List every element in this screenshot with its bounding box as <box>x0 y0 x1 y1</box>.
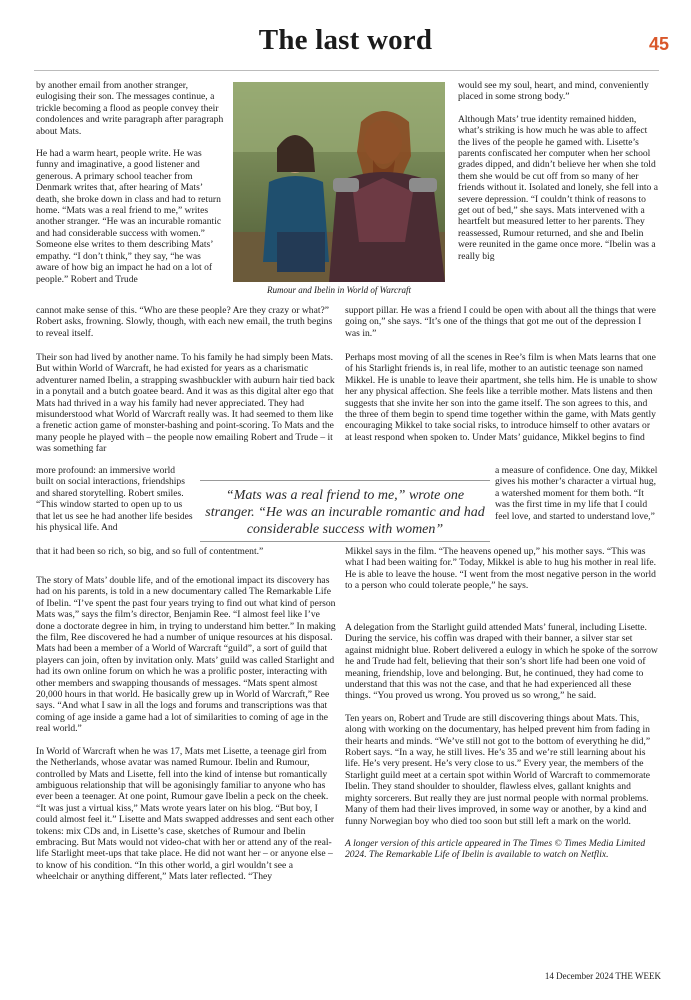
paragraph: a measure of confidence. One day, Mikkel gives his mother’s character a virtual hug, a watershed moment for them both. “It was the first time in my life that I could feel love, and started to understand love,” <box>495 465 658 522</box>
paragraph: that it had been so rich, so big, and so full of contentment.” <box>36 546 264 557</box>
article-credit: A longer version of this article appeared in The Times © Times Media Limited 2024. The Remarkable Life of Ibelin is available to watch on Netflix. <box>345 837 646 861</box>
column-left-top <box>36 80 224 285</box>
page-title: The last word <box>258 24 433 56</box>
column-right-bottom <box>345 622 658 861</box>
bridge-right <box>345 305 658 339</box>
page-footer: 14 December 2024 THE WEEK <box>544 971 661 981</box>
paragraph: cannot make sense of this. “Who are these people? Are they crazy or what?” Robert asks, frowning. Slowly, though, with each new email, the truth begins to reveal itself. <box>36 305 333 339</box>
quote-rule-bottom <box>200 541 490 542</box>
paragraph: more profound: an immersive world built on social interactions, friendships and shared storytelling. Robert smiles. “This window started to open up to us that let us see he had another life besides his physical life. And <box>36 465 193 534</box>
paragraph: support pillar. He was a friend I could be open with about all the things that were going on,” she says. “It’s one of the things that got me out of the depression I was in.” <box>345 305 656 339</box>
column-right-after-quote <box>345 546 658 592</box>
paragraph: Mikkel says in the film. “The heavens opened up,” his mother says. “This was what I had been waiting for.” Today, Mikkel is able to hug his mother in real life. He is able to leave the house. “I went from the most negative person in the world to a person who could tolerate people,” he says. <box>345 546 657 592</box>
page-number: 45 <box>648 34 669 54</box>
game-scene-image <box>233 82 445 282</box>
paragraph: He had a warm heart, people write. He was funny and imaginative, a good listener and generous. A primary school teacher from Denmark writes that, after hearing of Mats’ death, she broke down in class and had to return home. “Mats was a real friend to me,” writes another stranger. “He was an incurable romantic and had considerable success with women.” Someone else writes to them describing Mats’ empathy. “I don’t think,” they say, “he was aware of how big an impact he had on a lot of people.” Robert and Trude <box>36 148 222 285</box>
column-right-top <box>458 80 658 262</box>
paragraph: would see my soul, heart, and mind, conveniently placed in some strong body.” <box>458 80 649 103</box>
column-right-mid <box>345 352 658 443</box>
column-left-narrow <box>36 465 194 533</box>
photo-caption: Rumour and Ibelin in World of Warcraft <box>266 285 411 295</box>
column-left-after-quote <box>36 546 336 557</box>
paragraph: Ten years on, Robert and Trude are still discovering things about Mats. This, along with working on the documentary, has helped prevent him from fading in their hearts and minds. “We’ve still not got to the bottom of everything he did,” Robert says. “In a way, he still lives. He’s 35 and we’re still learning about his life. He’s very present. He’s very close to us.” Every year, the members of the Starlight guild meet at a certain spot within World of Warcraft to commemorate Ibelin. They stand shoulder to shoulder, flawless elves, gallant knights and mighty sorcerers. But really they are just normal people with normal problems. Many of them had their lives improved, in some way or another, by a kind and funny Norwegian boy who died too soon but still left a mark on the world. <box>345 712 651 827</box>
paragraph: by another email from another stranger, eulogising their son. The messages continue, a trickle becoming a flood as people convey their condolences and write paragraph after paragraph about Mats. <box>36 80 224 137</box>
quote-rule-top <box>200 480 490 481</box>
pull-quote: “Mats was a real friend to me,” wrote one stranger. “He was an incurable romantic and had considerable success with women” <box>205 488 485 537</box>
paragraph: Their son had lived by another name. To his family he had simply been Mats. But within World of Warcraft, he had existed for years as a charismatic adventurer named Ibelin, a strapping swashbuckler with auburn hair tied back in a ponytail and a butch goatee beard. And it was as this digital alter ego that Mats had thrived in a way his family had never appreciated. They had misunderstood what World of Warcraft really was. It had seemed to them like a frenetic action game of monster-bashing and point-scoring. To Mats and the many people he played with – the people now emailing Robert and Trude – it was something far <box>36 352 335 455</box>
paragraph: A delegation from the Starlight guild attended Mats’ funeral, including Lisette. During the service, his coffin was draped with their banner, a silver star set against midnight blue. Robert delivered a eulogy in which he spoke of the sorrow he and Trude had felt, believing that their son’s short life had been one void of meaning, friendship, love and belonging. But, he continued, they had come to understand that this was not the case, and that he had experienced all these things. “You proved us wrong. You proved us so wrong,” he said. <box>345 622 658 702</box>
bridge-left <box>36 305 336 339</box>
header-rule <box>34 70 659 71</box>
column-left-mid <box>36 352 336 455</box>
paragraph: Although Mats’ true identity remained hidden, what’s striking is how much he was able to affect the lives of the people he gamed with. Lisette’s parents confiscated her computer when her school grades dipped, and didn’t believe her when she told them she would be cut off from so many of her friends without it. Isolated and lonely, she fell into a severe depression. “I couldn’t think of reasons to get out of bed,” she says. Mats intervened with a heartfelt but measured letter to her parents. They reassessed, Rumour returned, and she and Ibelin were reunited in the game once more. “Ibelin was a really big <box>458 113 659 262</box>
column-left-bottom <box>36 575 336 883</box>
paragraph: Perhaps most moving of all the scenes in Ree’s film is when Mats learns that one of his Starlight friends is, in real life, mother to an autistic teenage son named Mikkel. He is unable to leave their apartment, she tells him. He is unable to show her any physical affection. She feels like a terrible mother. Mats listens and then suggests that she invite her son into the game itself. The son agrees to this, and the three of them begin to spend time together within the game, with Mats gently encouraging Mikkel to take social risks, to introduce himself to other avatars or at least respond when spoken to. Under Mats’ guidance, Mikkel begins to find <box>345 352 658 443</box>
paragraph: The story of Mats’ double life, and of the emotional impact its discovery has had on his parents, is told in a new documentary called The Remarkable Life of Ibelin. “I’ve spent the past four years trying to find out what kind of person Mats was,” says the film’s director, Benjamin Ree. “I almost feel like I’ve done a doctorate degree in him, in trying to understand him better.” In making the film, Ree discovered he had a number of unique resources at his disposal. Mats had been a member of a World of Warcraft “guild”, a sort of guild that players can join, often by invitation only. Mats’ guild was called Starlight and had its own online forum on which he was a prolific poster, interacting with other members and swapping thousands of messages. “Mats spent almost 20,000 hours in that world. He basically grew up in World of Warcraft,” Ree says. “And what I saw in all the logs and forums and transcriptions was that coming of age inside a game had a lot of similarities to coming of age in the real world.” <box>36 575 336 735</box>
paragraph: In World of Warcraft when he was 17, Mats met Lisette, a teenage girl from the Netherlands, whose avatar was named Rumour. Ibelin and Rumour, controlled by Mats and Lisette, fell into the kind of intense but romantically ambiguous relationship that will be agonisingly familiar to anyone who has ever been a teenager. At one point, Rumour gave Ibelin a peck on the cheek. “It was just a virtual kiss,” Mats wrote years later on his blog. “But boy, I could almost feel it.” Lisette and Mats swapped addresses and sent each other tokens: mix CDs and, in Lisette’s case, sketches of Rumour and Ibelin embracing. But Mats would not video-chat with her or attend any of the real-life Starlight meet-ups that take place. He did not want her – or anyone else – to know of his condition. “In this other world, a girl wouldn’t see a wheelchair or anything different,” Mats later reflected. “They <box>36 745 335 883</box>
column-right-narrow <box>495 465 658 522</box>
article-photo <box>233 82 445 282</box>
